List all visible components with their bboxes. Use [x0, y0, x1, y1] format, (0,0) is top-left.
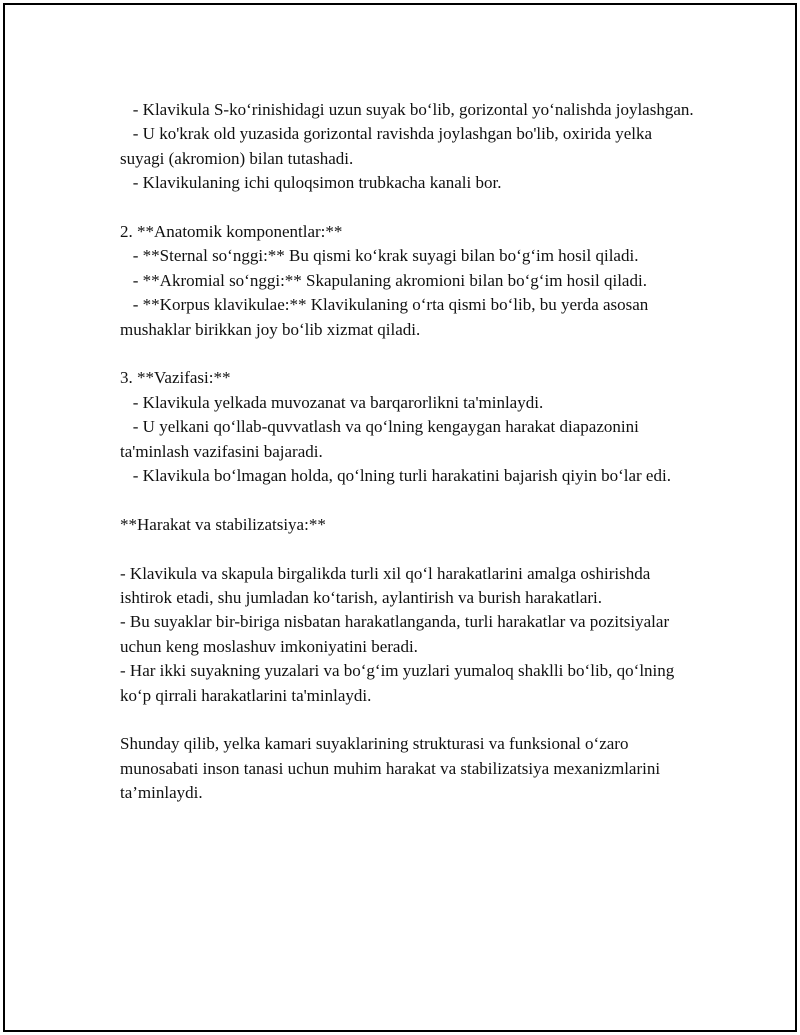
blank-line [120, 342, 695, 366]
section-heading: 2. **Anatomik komponentlar:** [120, 222, 343, 242]
paragraph: - U ko'krak old yuzasida gorizontal ravishda joylashgan bo'lib, oxirida yelka suyagi (akromion) bilan tutashadi. [120, 124, 657, 168]
paragraph: - **Korpus klavikulae:** Klavikulaning oʻrta qismi boʻlib, bu yerda asosan mushaklar birikkan joy boʻlib xizmat qiladi. [120, 295, 653, 339]
blank-line [120, 488, 695, 512]
paragraph: - Klavikula S-koʻrinishidagi uzun suyak boʻlib, gorizontal yoʻnalishda joylashgan. [120, 100, 694, 119]
document-page [3, 3, 797, 1032]
paragraph: - Klavikula boʻlmagan holda, qoʻlning turli harakatini bajarish qiyin boʻlar edi. [120, 466, 671, 486]
document-body [120, 98, 695, 806]
paragraph: - **Akromial soʻnggi:** Skapulaning akromioni bilan boʻgʻim hosil qiladi. [120, 270, 647, 290]
section-heading: 3. **Vazifasi:** [120, 368, 231, 388]
paragraph: - Bu suyaklar bir-biriga nisbatan harakatlanganda, turli harakatlar va pozitsiyalar uchun keng moslashuv imkoniyatini beradi. [120, 612, 674, 656]
paragraph: - Klavikulaning ichi quloqsimon trubkacha kanali bor. [120, 173, 502, 193]
paragraph: - Klavikula yelkada muvozanat va barqarorlikni ta'minlaydi. [120, 392, 544, 412]
blank-line [120, 537, 695, 561]
conclusion-paragraph: Shunday qilib, yelka kamari suyaklarining strukturasi va funksional oʻzaro munosabati inson tanasi uchun muhim harakat va stabilizatsiya mexanizmlarini ta’minlaydi. [120, 734, 665, 803]
paragraph: - **Sternal soʻnggi:** Bu qismi koʻkrak suyagi bilan boʻgʻim hosil qiladi. [120, 246, 639, 266]
paragraph: - Klavikula va skapula birgalikda turli xil qoʻl harakatlarini amalga oshirishda ishtirok etadi, shu jumladan koʻtarish, aylantirish va burish harakatlari. [120, 563, 655, 608]
blank-line [120, 196, 695, 220]
paragraph: - U yelkani qoʻllab-quvvatlash va qoʻlning kengaygan harakat diapazonini ta'minlash vazifasini bajaradi. [120, 417, 644, 461]
paragraph: - Har ikki suyakning yuzalari va boʻgʻim yuzlari yumaloq shaklli boʻlib, qoʻlning koʻp qirrali harakatlarini ta'minlaydi. [120, 661, 679, 705]
section-heading: **Harakat va stabilizatsiya:** [120, 514, 326, 534]
blank-line [120, 708, 695, 732]
